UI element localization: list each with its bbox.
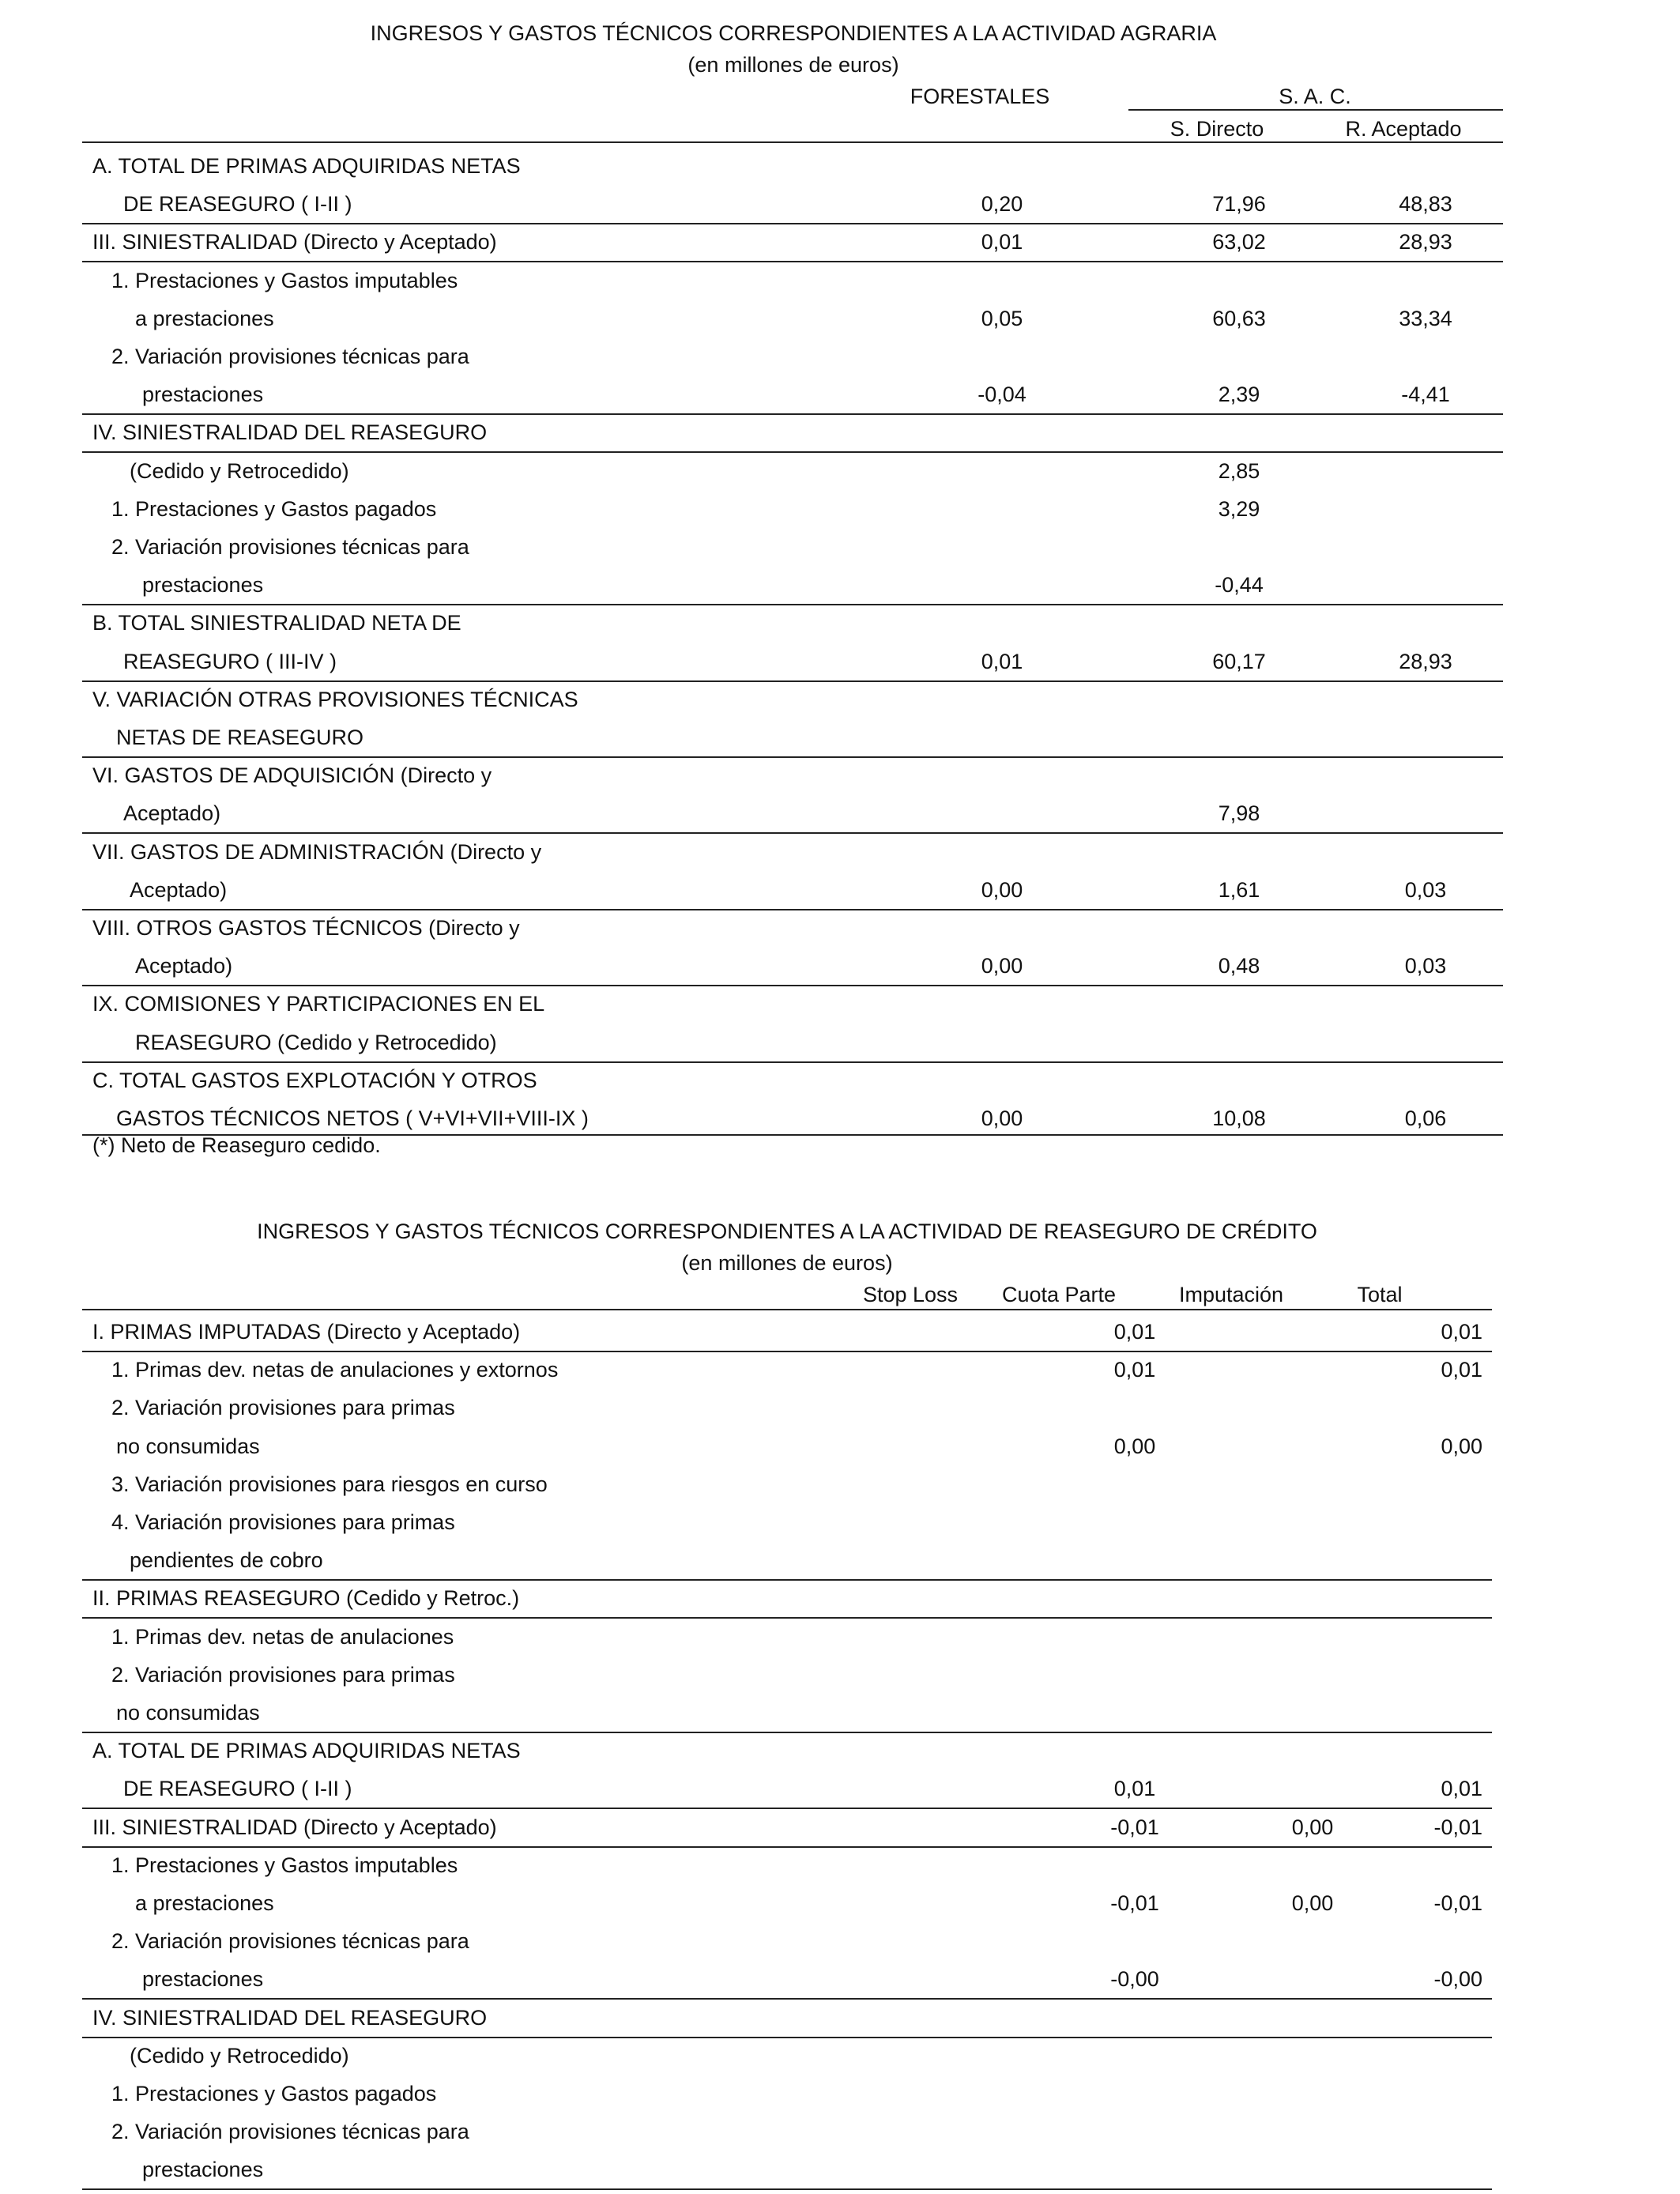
agraria-row-label: IV. SINIESTRALIDAD DEL REASEGURO [92,420,488,445]
agraria-cell-v1: -0,04 [977,383,1026,407]
agraria-row-label: 2. Variación provisiones técnicas para [111,535,469,559]
agraria-row-label: GASTOS TÉCNICOS NETOS ( V+VI+VII+VIII-IX ) [116,1106,589,1130]
agraria-row-label: a prestaciones [135,306,274,330]
agraria-row-label: A. TOTAL DE PRIMAS ADQUIRIDAS NETAS [92,154,521,178]
credito-row-label: prestaciones [142,2158,264,2182]
agraria-row-label: VII. GASTOS DE ADMINISTRACIÓN (Directo y [92,839,542,864]
agraria-cell-v2: 63,02 [1212,230,1266,254]
agraria-cell-v1: 0,00 [981,877,1023,902]
agraria-row-label: VIII. OTROS GASTOS TÉCNICOS (Directo y [92,916,520,940]
credito-row-label: DE REASEGURO ( I-II ) [123,1777,352,1801]
credito-row-label: A. TOTAL DE PRIMAS ADQUIRIDAS NETAS [92,1739,521,1763]
credito-row-rule [82,1998,1492,2000]
credito-cell-v2: 0,01 [1113,1320,1156,1344]
agraria-cell-v2: 71,96 [1212,192,1266,217]
credito-cell-v4: 0,01 [1441,1358,1482,1382]
agraria-cell-v2: 2,39 [1218,383,1260,407]
agraria-row-label: C. TOTAL GASTOS EXPLOTACIÓN Y OTROS [92,1068,537,1092]
col-forestales: FORESTALES [910,85,1050,108]
agraria-row-label: 1. Prestaciones y Gastos pagados [111,496,437,521]
credito-row-rule [82,2037,1492,2038]
credito-cell-v2: 0,01 [1113,1777,1156,1801]
col-stop-loss: Stop Loss [862,1283,959,1306]
agraria-row-rule [82,832,1503,834]
agraria-cell-v2: 10,08 [1212,1106,1266,1130]
credito-cell-v3: 0,00 [1291,1815,1334,1839]
agraria-cell-v1: 0,00 [981,1106,1023,1130]
agraria-row-rule [82,451,1503,453]
credito-row-label: 3. Variación provisiones para riesgos en curso [111,1472,548,1496]
agraria-cell-v1: 0,05 [981,306,1023,330]
agraria-row-label: V. VARIACIÓN OTRAS PROVISIONES TÉCNICAS [92,687,578,711]
agraria-cell-v2: -0,44 [1215,573,1264,598]
agraria-row-rule [82,261,1503,262]
credito-row-label: pendientes de cobro [130,1548,323,1573]
credito-row-rule [82,1846,1492,1848]
agraria-cell-v2: 60,63 [1212,306,1266,330]
credito-cell-v2: 0,00 [1113,1434,1156,1458]
credito-subtitle: (en millones de euros) [681,1251,893,1275]
agraria-cell-v3: 0,06 [1404,1106,1447,1130]
agraria-row-label: III. SINIESTRALIDAD (Directo y Aceptado) [92,230,497,254]
credito-cell-v4: -0,01 [1433,1891,1482,1915]
credito-row-label: 1. Primas dev. netas de anulaciones y extornos [111,1358,559,1382]
agraria-row-label: NETAS DE REASEGURO [116,726,364,749]
agraria-title: INGRESOS Y GASTOS TÉCNICOS CORRESPONDIENTES A LA ACTIVIDAD AGRARIA [370,21,1217,45]
agraria-cell-v3: -4,41 [1401,383,1450,407]
agraria-row-rule [82,909,1503,910]
col-total: Total [1357,1283,1403,1306]
credito-row-rule [82,1617,1492,1619]
col-imputacion: Imputación [1178,1283,1284,1306]
credito-row-label: 2. Variación provisiones técnicas para [111,1929,469,1954]
sac-underline [1128,109,1503,111]
credito-row-rule [82,1579,1492,1581]
agraria-row-label: B. TOTAL SINIESTRALIDAD NETA DE [92,611,461,635]
agraria-row-rule [82,756,1503,758]
agraria-row-label: DE REASEGURO ( I-II ) [123,192,352,217]
credito-row-rule [82,2188,1492,2190]
agraria-row-rule [82,1061,1503,1063]
agraria-row-rule [82,413,1503,415]
credito-row-rule [82,1351,1492,1352]
credito-row-label: 4. Variación provisiones para primas [111,1510,455,1534]
agraria-cell-v1: 0,00 [981,954,1023,978]
credito-row-label: 2. Variación provisiones técnicas para [111,2120,469,2144]
agraria-row-rule [82,985,1503,986]
credito-cell-v4: 0,01 [1441,1777,1482,1801]
credito-row-label: 1. Prestaciones y Gastos pagados [111,2082,437,2105]
credito-row-label: (Cedido y Retrocedido) [130,2043,349,2068]
agraria-cell-v1: 0,01 [981,230,1023,254]
agraria-row-label: prestaciones [142,573,264,598]
agraria-row-label: REASEGURO (Cedido y Retrocedido) [135,1030,497,1054]
credito-row-label: a prestaciones [135,1891,274,1915]
agraria-cell-v3: 48,83 [1399,192,1452,217]
credito-cell-v3: 0,00 [1291,1891,1334,1915]
agraria-cell-v2: 3,29 [1218,496,1260,521]
agraria-row-label: Aceptado) [123,801,221,826]
credito-cell-v2: -0,01 [1110,1891,1159,1915]
credito-cell-v4: 0,01 [1441,1320,1482,1344]
credito-row-rule [82,1808,1492,1809]
credito-header-rule [82,1309,1492,1310]
agraria-cell-v3: 28,93 [1399,649,1452,673]
agraria-row-label: Aceptado) [130,877,228,902]
agraria-cell-v2: 7,98 [1218,801,1260,826]
agraria-cell-v2: 1,61 [1218,877,1260,902]
credito-cell-v4: 0,00 [1441,1434,1482,1458]
col-r-aceptado: R. Aceptado [1345,117,1462,141]
credito-row-label: 2. Variación provisiones para primas [111,1662,455,1687]
credito-cell-v4: -0,00 [1433,1967,1482,1992]
credito-row-rule [82,1732,1492,1733]
credito-row-label: IV. SINIESTRALIDAD DEL REASEGURO [92,2005,488,2030]
agraria-row-label: 2. Variación provisiones técnicas para [111,345,469,368]
agraria-row-rule [82,604,1503,605]
agraria-row-label: VI. GASTOS DE ADQUISICIÓN (Directo y [92,763,492,788]
credito-row-label: II. PRIMAS REASEGURO (Cedido y Retroc.) [92,1586,520,1611]
credito-cell-v2: -0,01 [1110,1815,1159,1839]
col-s-directo: S. Directo [1170,117,1264,141]
agraria-cell-v2: 0,48 [1218,954,1260,978]
agraria-cell-v2: 2,85 [1218,458,1260,483]
agraria-row-label: REASEGURO ( III-IV ) [123,649,337,673]
agraria-header-rule [82,141,1503,143]
credito-row-label: III. SINIESTRALIDAD (Directo y Aceptado) [92,1815,497,1839]
agraria-row-label: Aceptado) [135,954,233,978]
credito-row-label: 1. Primas dev. netas de anulaciones [111,1624,454,1649]
credito-row-label: I. PRIMAS IMPUTADAS (Directo y Aceptado) [92,1320,521,1344]
credito-row-label: 2. Variación provisiones para primas [111,1396,455,1420]
credito-row-label: 1. Prestaciones y Gastos imputables [111,1853,458,1877]
credito-cell-v4: -0,01 [1433,1815,1482,1839]
agraria-cell-v2: 60,17 [1212,649,1266,673]
agraria-subtitle: (en millones de euros) [687,53,899,77]
credito-title: INGRESOS Y GASTOS TÉCNICOS CORRESPONDIENTES A LA ACTIVIDAD DE REASEGURO DE CRÉDITO [257,1220,1317,1243]
col-cuota-parte: Cuota Parte [1001,1283,1117,1306]
credito-cell-v2: -0,00 [1110,1967,1159,1992]
agraria-cell-v3: 28,93 [1399,230,1452,254]
agraria-row-label: (Cedido y Retrocedido) [130,458,349,483]
col-sac: S. A. C. [1279,85,1351,108]
credito-row-label: no consumidas [116,1701,260,1725]
credito-row-label: no consumidas [116,1434,260,1458]
credito-row-label: prestaciones [142,1967,264,1992]
agraria-row-rule [82,223,1503,224]
agraria-cell-v1: 0,20 [981,192,1023,217]
agraria-footnote: (*) Neto de Reaseguro cedido. [92,1133,381,1157]
agraria-cell-v3: 0,03 [1404,954,1447,978]
agraria-cell-v1: 0,01 [981,649,1023,673]
agraria-cell-v3: 33,34 [1399,306,1452,330]
agraria-row-label: IX. COMISIONES Y PARTICIPACIONES EN EL [92,992,545,1016]
agraria-row-label: prestaciones [142,383,264,407]
credito-cell-v2: 0,01 [1113,1358,1156,1382]
agraria-row-label: 1. Prestaciones y Gastos imputables [111,268,458,292]
agraria-cell-v3: 0,03 [1404,877,1447,902]
agraria-row-rule [82,680,1503,682]
